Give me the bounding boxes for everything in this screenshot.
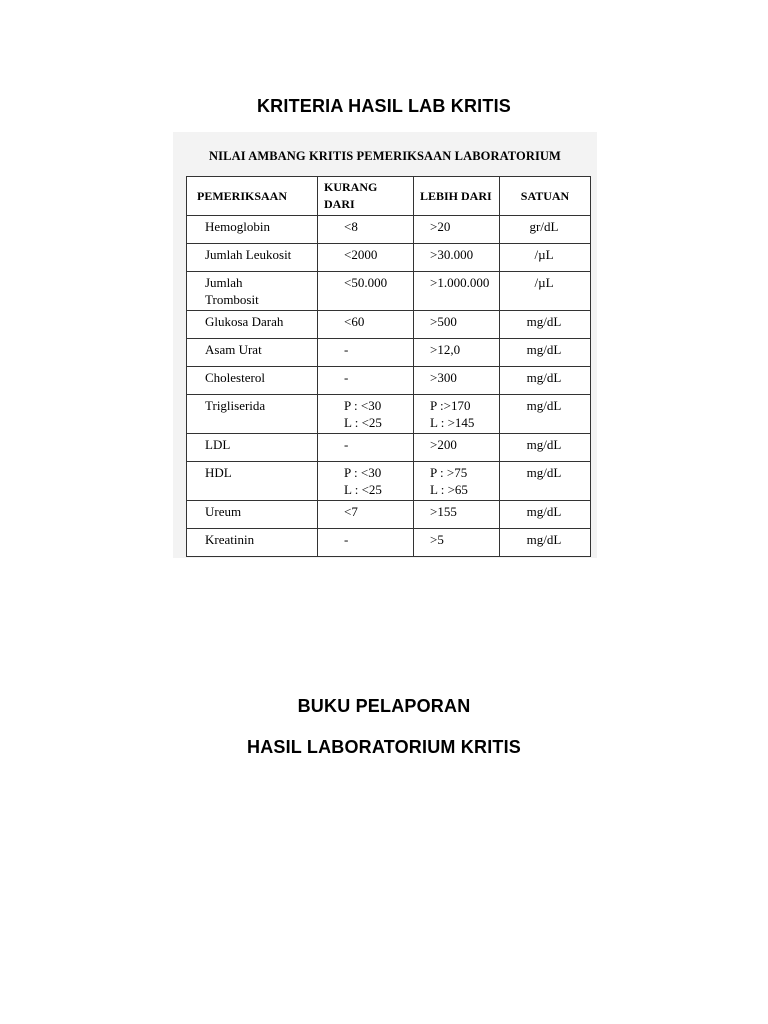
cell-kurang-dari-line: <50.000 [344,275,388,290]
cell-lebih-dari-line: >300 [430,370,457,385]
header-pemeriksaan: PEMERIKSAAN [187,177,318,216]
cell-satuan: gr/dL [500,216,591,244]
report-book-title: BUKU PELAPORAN [297,696,471,716]
cell-kurang-dari-line: L : <25 [344,415,382,430]
table-row [187,462,591,501]
cell-kurang-dari-line: P : <30 [344,465,382,480]
table-row [187,501,591,529]
cell-lebih-dari [414,244,500,272]
cell-kurang-dari-line: <60 [344,314,365,329]
cell-pemeriksaan-line: Jumlah [205,275,243,290]
cell-lebih-dari-line: L : >65 [430,482,468,497]
cell-pemeriksaan [187,529,318,557]
cell-lebih-dari-line: >12,0 [430,342,461,357]
cell-pemeriksaan [187,367,318,395]
cell-lebih-dari-line: >500 [430,314,457,329]
cell-pemeriksaan-line: Trombosit [205,292,259,307]
header-kurang-dari: KURANG DARI [318,177,414,216]
cell-kurang-dari [318,367,414,395]
cell-pemeriksaan [187,311,318,339]
cell-pemeriksaan-line: HDL [205,465,232,480]
cell-kurang-dari-line: - [344,342,349,357]
header-lebih-dari: LEBIH DARI [414,177,500,216]
cell-kurang-dari [318,462,414,501]
cell-pemeriksaan [187,395,318,434]
table-row [187,395,591,434]
cell-lebih-dari [414,339,500,367]
cell-lebih-dari-line: >5 [430,532,444,547]
cell-pemeriksaan-line: Kreatinin [205,532,255,547]
table-row [187,529,591,557]
critical-values-table-image [173,132,597,558]
cell-kurang-dari-line: <2000 [344,247,378,262]
cell-satuan: mg/dL [500,501,591,529]
cell-pemeriksaan [187,244,318,272]
cell-lebih-dari-line: >1.000.000 [430,275,490,290]
cell-kurang-dari-line: <7 [344,504,358,519]
cell-lebih-dari [414,501,500,529]
table-row [187,339,591,367]
cell-lebih-dari-line: >30.000 [430,247,474,262]
cell-pemeriksaan-line: Trigliserida [205,398,266,413]
cell-lebih-dari [414,367,500,395]
header-satuan: SATUAN [500,177,591,216]
cell-pemeriksaan [187,462,318,501]
cell-kurang-dari-line: - [344,370,349,385]
cell-satuan: mg/dL [500,462,591,501]
cell-kurang-dari [318,529,414,557]
cell-pemeriksaan-line: LDL [205,437,231,452]
table-row [187,311,591,339]
cell-kurang-dari [318,272,414,311]
cell-kurang-dari-line: - [344,437,349,452]
table-row [187,367,591,395]
table-body [187,216,591,557]
cell-lebih-dari [414,529,500,557]
cell-kurang-dari-line: <8 [344,219,358,234]
cell-pemeriksaan [187,501,318,529]
cell-satuan: /µL [500,272,591,311]
cell-kurang-dari [318,501,414,529]
cell-kurang-dari [318,311,414,339]
cell-lebih-dari [414,216,500,244]
cell-lebih-dari-line: >20 [430,219,451,234]
cell-lebih-dari [414,272,500,311]
cell-lebih-dari-line: >155 [430,504,457,519]
cell-satuan: mg/dL [500,434,591,462]
cell-pemeriksaan-line: Hemoglobin [205,219,270,234]
cell-pemeriksaan [187,216,318,244]
cell-lebih-dari [414,395,500,434]
cell-pemeriksaan [187,272,318,311]
table-header-row [187,177,591,216]
cell-kurang-dari-line: P : <30 [344,398,382,413]
cell-kurang-dari [318,244,414,272]
document-title: KRITERIA HASIL LAB KRITIS [256,96,511,116]
table-row [187,244,591,272]
cell-kurang-dari [318,434,414,462]
critical-values-table [186,176,591,557]
cell-pemeriksaan-line: Cholesterol [205,370,265,385]
cell-kurang-dari [318,339,414,367]
cell-pemeriksaan-line: Ureum [205,504,242,519]
cell-pemeriksaan-line: Jumlah Leukosit [205,247,292,262]
cell-satuan: mg/dL [500,339,591,367]
cell-satuan: mg/dL [500,395,591,434]
table-row [187,216,591,244]
cell-satuan: mg/dL [500,311,591,339]
report-book-subtitle: HASIL LABORATORIUM KRITIS [247,737,521,757]
cell-satuan: /µL [500,244,591,272]
cell-pemeriksaan-line: Asam Urat [205,342,262,357]
table-row [187,272,591,311]
cell-kurang-dari-line: L : <25 [344,482,382,497]
cell-pemeriksaan [187,339,318,367]
cell-lebih-dari-line: P :>170 [430,398,471,413]
cell-pemeriksaan-line: Glukosa Darah [205,314,284,329]
cell-lebih-dari-line: L : >145 [430,415,475,430]
cell-pemeriksaan [187,434,318,462]
table-caption: NILAI AMBANG KRITIS PEMERIKSAAN LABORATORIUM [209,149,561,163]
table-row [187,434,591,462]
cell-lebih-dari-line: P : >75 [430,465,468,480]
cell-satuan: mg/dL [500,367,591,395]
cell-lebih-dari [414,311,500,339]
cell-kurang-dari [318,216,414,244]
cell-lebih-dari [414,434,500,462]
cell-satuan: mg/dL [500,529,591,557]
cell-lebih-dari-line: >200 [430,437,457,452]
cell-lebih-dari [414,462,500,501]
cell-kurang-dari [318,395,414,434]
cell-kurang-dari-line: - [344,532,349,547]
